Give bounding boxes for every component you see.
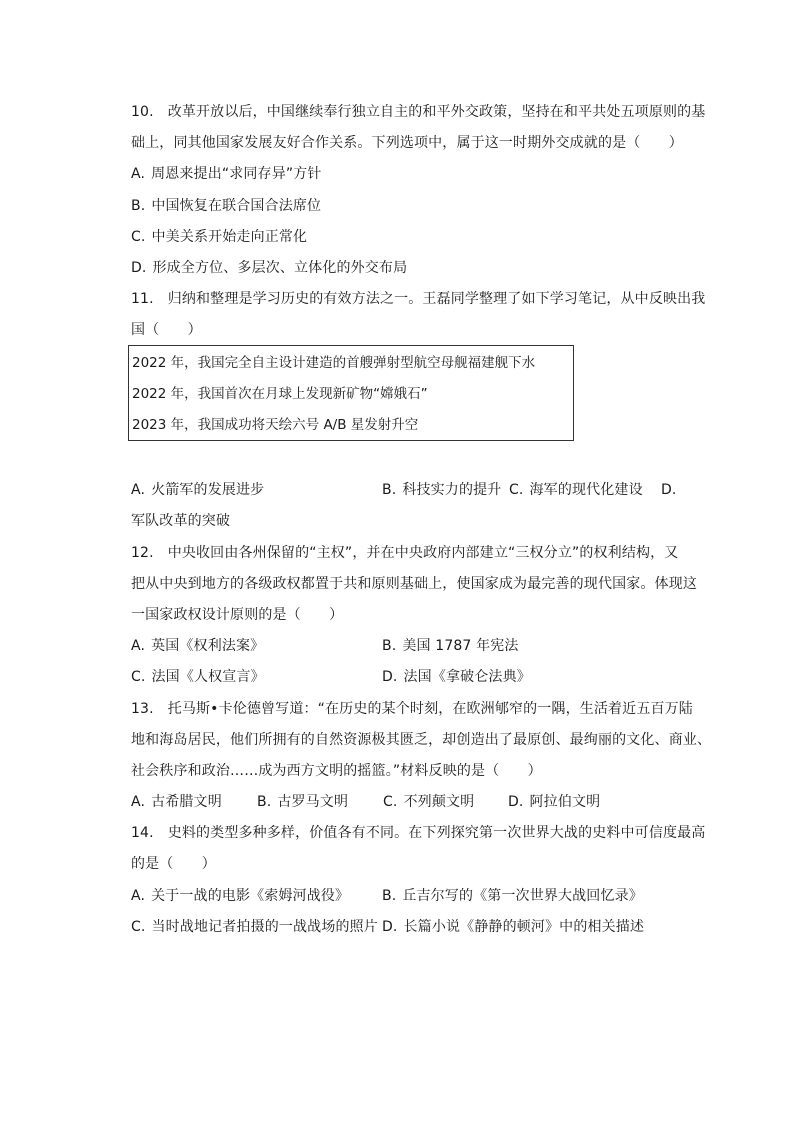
q13-option-a-text: 古希腊文明 [151,794,222,810]
q13-option-a[interactable] [131,792,222,812]
q11-number: 11. [131,291,154,307]
q10-option-d[interactable] [131,258,407,278]
q14-option-d-text: 长篇小说《静静的顿河》中的相关描述 [403,919,645,935]
q10-stem-line-1 [131,102,705,122]
q13-option-c[interactable] [383,792,474,812]
q10-option-a[interactable] [131,164,322,184]
q12-option-a[interactable] [131,636,264,656]
q14-stem-line-1 [131,823,705,843]
q11-note-2: 2022 年，我国首次在月球上发现新矿物“嫦娥石” [132,386,428,402]
q10-stem-line-2: 础上，同其他国家发展友好合作关系。下列选项中，属于这一时期外交成就的是（ ） [131,135,683,151]
q11-notes-box [128,345,574,441]
q12-stem-text-1: 中央收回由各州保留的“主权”，并在中央政府内部建立“三权分立”的权利结构，又 [167,545,679,561]
q10-stem-text-1: 改革开放以后，中国继续奉行独立自主的和平外交政策，坚持在和平共处五项原则的基 [167,104,706,120]
q13-option-c-label: C. [383,794,398,810]
q10-option-b-text: 中国恢复在联合国合法席位 [151,198,322,214]
q12-option-d-label: D. [382,669,398,685]
q11-note-1: 2022 年，我国完全自主设计建造的首艘弹射型航空母舰福建舰下水 [132,355,536,371]
q11-option-d-label: D. [661,482,677,498]
q13-option-d[interactable] [508,792,600,812]
q13-stem-line-2: 地和海岛居民，他们所拥有的自然资源极其匮乏，却创造出了最原创、最绚丽的文化、商业、 [131,732,712,748]
q11-option-b[interactable] [382,480,501,500]
q13-stem-line-3: 社会秩序和政治……成为西方文明的摇篮。”材料反映的是（ ） [131,763,542,779]
q11-option-a-label: A. [131,482,146,498]
q11-stem-line-2: 国（ ） [131,322,202,338]
q11-option-c-text: 海军的现代化建设 [529,482,643,498]
q12-stem-line-1 [131,543,678,563]
q12-option-c-label: C. [131,669,146,685]
q10-option-c-label: C. [131,229,146,245]
q14-option-a[interactable] [131,886,349,906]
q11-option-b-label: B. [382,482,397,498]
q11-option-d[interactable] [661,480,683,500]
q12-option-c-text: 法国《人权宣言》 [151,669,265,685]
q10-option-b[interactable] [131,196,321,216]
q13-option-d-label: D. [508,794,524,810]
q14-stem-line-2: 的是（ ） [131,856,216,872]
q14-option-a-text: 关于一战的电影《索姆河战役》 [151,888,350,904]
q13-option-b-text: 古罗马文明 [277,794,349,810]
q11-option-c[interactable] [509,480,643,500]
q12-option-b-label: B. [382,638,397,654]
q11-option-a[interactable] [131,480,264,500]
q10-option-d-label: D. [131,260,147,276]
q11-option-c-label: C. [509,482,524,498]
q14-stem-text-1: 史料的类型多种多样，价值各有不同。在下列探究第一次世界大战的史料中可信度最高 [167,825,706,841]
q14-option-b-text: 丘吉尔写的《第一次世界大战回忆录》 [402,888,643,904]
q13-number: 13. [131,701,154,717]
q11-note-3: 2023 年，我国成功将天绘六号 A/B 星发射升空 [132,417,419,433]
q12-number: 12. [131,545,154,561]
q14-option-b-label: B. [382,888,397,904]
q10-option-a-text: 周恩来提出“求同存异”方针 [151,166,322,182]
q12-stem-line-3: 一国家政权设计原则的是（ ） [131,607,344,623]
q11-stem-text-1: 归纳和整理是学习历史的有效方法之一。王磊同学整理了如下学习笔记，从中反映出我 [167,291,706,307]
q11-option-d-wrap[interactable]: 军队改革的突破 [131,513,231,529]
q12-option-b[interactable] [382,636,519,656]
q10-option-b-label: B. [131,198,146,214]
q12-option-c[interactable] [131,667,265,687]
q14-option-c[interactable] [131,917,378,937]
q12-option-a-text: 英国《权利法案》 [151,638,265,654]
q13-option-c-text: 不列颠文明 [403,794,475,810]
q10-option-a-label: A. [131,166,146,182]
q11-option-a-text: 火箭军的发展进步 [151,482,265,498]
q12-option-a-label: A. [131,638,146,654]
q14-option-d-label: D. [382,919,398,935]
q13-stem-text-1: 托马斯•卡伦德曾写道：“在历史的某个时刻，在欧洲郇窄的一隅，生活着近五百万陆 [167,701,693,717]
q14-option-c-label: C. [131,919,146,935]
q12-option-b-text: 美国 1787 年宪法 [402,638,519,654]
q13-option-a-label: A. [131,794,146,810]
q13-option-b[interactable] [257,792,348,812]
q12-option-d-text: 法国《拿破仑法典》 [403,669,531,685]
q13-option-b-label: B. [257,794,272,810]
q14-option-a-label: A. [131,888,146,904]
q10-option-c-text: 中美关系开始走向正常化 [151,229,308,245]
q14-option-b[interactable] [382,886,643,906]
q12-option-d[interactable] [382,667,531,687]
q14-number: 14. [131,825,154,841]
q10-option-c[interactable] [131,227,307,247]
q13-stem-line-1 [131,699,693,719]
q11-stem-line-1 [131,289,705,309]
q10-number: 10. [131,104,154,120]
q10-option-d-text: 形成全方位、多层次、立体化的外交布局 [152,260,408,276]
q13-option-d-text: 阿拉伯文明 [529,794,601,810]
q11-option-b-text: 科技实力的提升 [402,482,502,498]
q14-option-d[interactable] [382,917,644,937]
q12-stem-line-2: 把从中央到地方的各级政权都置于共和原则基础上，使国家成为最完善的现代国家。体现这 [131,576,697,592]
q14-option-c-text: 当时战地记者拍摄的一战战场的照片 [151,919,378,935]
